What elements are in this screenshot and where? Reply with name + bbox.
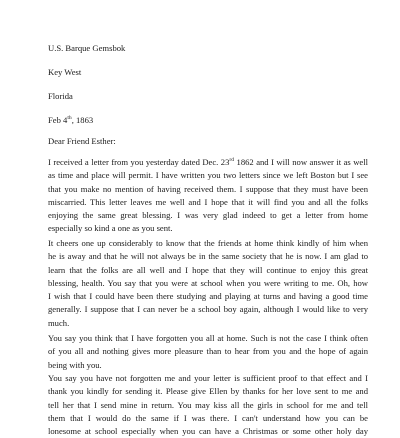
paragraph-line: learn that the folks are all well and I hope that they will continue to enjoy this great [48,264,368,275]
paragraph-line: being with you. [48,359,102,370]
date-prefix: Feb 4 [48,115,68,125]
date-superscript: th [67,115,72,122]
paragraph-line: especially so kind a one as you sent. [48,223,173,234]
paragraph-line: It cheers one up considerably to know that the friends at home think kindly of him when [48,238,368,248]
paragraph-line: I wish that I could have been there studying and playing at turns and having a good time [48,291,368,301]
state-name: Florida [48,91,73,101]
paragraph-1 [48,156,368,236]
paragraph-line: thank you kindly for sending it. Please give Ellen by thanks for her love sent to me and [48,386,368,397]
paragraph-3 [48,332,368,372]
paragraph-line: of you all and nothing gives more pleasure than to hear from you and the hope of again [48,346,368,357]
paragraph-line: You say you have not forgotten me and your letter is sufficient proof to that effect and I [48,373,368,383]
paragraph-line: as time and place will permit. I have written you two letters since we left Boston but I see [48,170,368,181]
place-name: Key West [48,67,82,77]
paragraph-line: I received a letter from you yesterday dated Dec. 23rd 1862 and I will now answer it as well [48,157,368,167]
paragraph-line: generally. I suppose that I can never be a school boy again, although I would like to very [48,304,368,315]
paragraph-line: tell her that I send mine in return. You may kiss all the girls in school for me and tell [48,399,368,410]
paragraph-line: enjoying the same great blessing. I was very glad indeed to get a letter from home [48,210,368,220]
paragraph-line: that you make no mention of having received them. I suppose that they must have been [48,183,368,194]
salutation: Dear Friend Esther: [48,136,116,146]
paragraph-line: he is away and that he will not always be in the same society that he is now. I am glad to [48,251,368,262]
letter-header [48,43,348,126]
ship-name: U.S. Barque Gemsbok [48,43,126,53]
paragraph-line: them that I would do the same if I was there. I can't understand how you can be [48,412,368,423]
paragraph-line: You say you think that I have forgotten you all at home. Such is not the case I think often [48,333,368,343]
paragraph-line: miscarried. This letter leaves me well and I hope that it will find you and all the folks [48,196,368,207]
paragraph-line: blessing, health. You say that you were at school when you were writing to me. Oh, how [48,277,368,288]
paragraph-line: much. [48,317,70,328]
paragraph-line: lonesome at school especially when you can have a Christmas or some other holy day [48,426,368,436]
paragraph-4 [48,372,368,438]
paragraph-2 [48,237,368,330]
letter-date [48,115,348,126]
date-suffix: , 1863 [71,115,94,125]
